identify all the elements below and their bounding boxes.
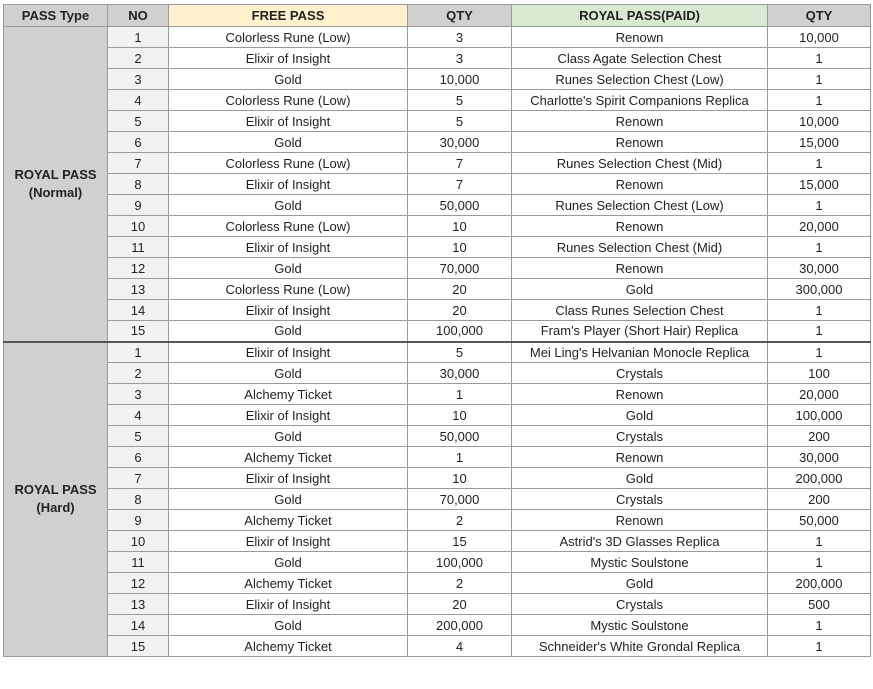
paid-qty: 1 <box>768 321 871 342</box>
free-qty: 10 <box>408 237 512 258</box>
free-reward: Gold <box>169 321 408 342</box>
paid-reward: Renown <box>512 258 768 279</box>
paid-reward: Runes Selection Chest (Low) <box>512 195 768 216</box>
paid-qty: 200 <box>768 489 871 510</box>
free-qty: 10 <box>408 468 512 489</box>
free-reward: Gold <box>169 426 408 447</box>
table-row <box>4 615 871 636</box>
table-row <box>4 300 871 321</box>
free-reward: Elixir of Insight <box>169 531 408 552</box>
paid-qty: 1 <box>768 195 871 216</box>
table-row <box>4 405 871 426</box>
paid-reward: Crystals <box>512 594 768 615</box>
free-qty: 1 <box>408 447 512 468</box>
row-number: 8 <box>108 489 169 510</box>
paid-reward: Charlotte's Spirit Companions Replica <box>512 90 768 111</box>
table-body <box>4 27 871 657</box>
free-reward: Alchemy Ticket <box>169 573 408 594</box>
free-reward: Alchemy Ticket <box>169 384 408 405</box>
row-number: 5 <box>108 111 169 132</box>
free-qty: 50,000 <box>408 426 512 447</box>
paid-qty: 1 <box>768 552 871 573</box>
table-row <box>4 594 871 615</box>
paid-qty: 15,000 <box>768 174 871 195</box>
row-number: 1 <box>108 27 169 48</box>
free-reward: Elixir of Insight <box>169 48 408 69</box>
table-row <box>4 636 871 657</box>
free-qty: 4 <box>408 636 512 657</box>
table-row <box>4 279 871 300</box>
table-row <box>4 531 871 552</box>
paid-qty: 1 <box>768 48 871 69</box>
paid-reward: Renown <box>512 384 768 405</box>
free-reward: Gold <box>169 132 408 153</box>
table-row <box>4 153 871 174</box>
row-number: 4 <box>108 90 169 111</box>
paid-qty: 1 <box>768 615 871 636</box>
free-reward: Elixir of Insight <box>169 300 408 321</box>
header-no: NO <box>108 5 169 27</box>
free-reward: Gold <box>169 615 408 636</box>
pass-type-name: ROYAL PASS <box>14 482 97 498</box>
free-qty: 7 <box>408 174 512 195</box>
header-free-qty: QTY <box>408 5 512 27</box>
free-reward: Alchemy Ticket <box>169 510 408 531</box>
paid-qty: 20,000 <box>768 216 871 237</box>
table-row <box>4 510 871 531</box>
free-reward: Colorless Rune (Low) <box>169 27 408 48</box>
paid-qty: 15,000 <box>768 132 871 153</box>
paid-qty: 1 <box>768 342 871 363</box>
paid-qty: 1 <box>768 153 871 174</box>
pass-type-difficulty: (Normal) <box>28 184 83 200</box>
paid-reward: Mystic Soulstone <box>512 552 768 573</box>
paid-reward: Schneider's White Grondal Replica <box>512 636 768 657</box>
row-number: 11 <box>108 237 169 258</box>
paid-reward: Class Agate Selection Chest <box>512 48 768 69</box>
paid-qty: 100 <box>768 363 871 384</box>
paid-qty: 100,000 <box>768 405 871 426</box>
paid-qty: 200,000 <box>768 573 871 594</box>
free-reward: Colorless Rune (Low) <box>169 153 408 174</box>
free-qty: 50,000 <box>408 195 512 216</box>
paid-qty: 1 <box>768 300 871 321</box>
pass-type-label <box>4 27 108 342</box>
free-qty: 10 <box>408 216 512 237</box>
row-number: 13 <box>108 279 169 300</box>
paid-reward: Gold <box>512 573 768 594</box>
free-qty: 15 <box>408 531 512 552</box>
paid-qty: 50,000 <box>768 510 871 531</box>
free-reward: Colorless Rune (Low) <box>169 279 408 300</box>
row-number: 6 <box>108 447 169 468</box>
paid-qty: 1 <box>768 90 871 111</box>
paid-reward: Mei Ling's Helvanian Monocle Replica <box>512 342 768 363</box>
free-qty: 200,000 <box>408 615 512 636</box>
free-reward: Gold <box>169 489 408 510</box>
paid-qty: 300,000 <box>768 279 871 300</box>
rewards-table <box>3 4 871 657</box>
paid-qty: 1 <box>768 636 871 657</box>
paid-reward: Gold <box>512 279 768 300</box>
free-qty: 10 <box>408 405 512 426</box>
free-qty: 5 <box>408 90 512 111</box>
row-number: 3 <box>108 384 169 405</box>
paid-qty: 1 <box>768 69 871 90</box>
free-qty: 5 <box>408 342 512 363</box>
table-row <box>4 195 871 216</box>
paid-qty: 200 <box>768 426 871 447</box>
paid-reward: Runes Selection Chest (Mid) <box>512 237 768 258</box>
paid-qty: 1 <box>768 237 871 258</box>
free-qty: 100,000 <box>408 552 512 573</box>
header-paid-qty: QTY <box>768 5 871 27</box>
paid-qty: 1 <box>768 531 871 552</box>
table-row <box>4 174 871 195</box>
row-number: 11 <box>108 552 169 573</box>
paid-qty: 500 <box>768 594 871 615</box>
paid-reward: Renown <box>512 216 768 237</box>
paid-reward: Crystals <box>512 363 768 384</box>
paid-qty: 30,000 <box>768 258 871 279</box>
paid-reward: Crystals <box>512 426 768 447</box>
pass-type-label <box>4 342 108 657</box>
free-reward: Elixir of Insight <box>169 342 408 363</box>
table-row <box>4 132 871 153</box>
paid-reward: Gold <box>512 405 768 426</box>
paid-reward: Renown <box>512 510 768 531</box>
paid-reward: Runes Selection Chest (Mid) <box>512 153 768 174</box>
paid-qty: 10,000 <box>768 27 871 48</box>
row-number: 4 <box>108 405 169 426</box>
free-qty: 20 <box>408 594 512 615</box>
row-number: 12 <box>108 573 169 594</box>
table-row <box>4 468 871 489</box>
paid-reward: Renown <box>512 132 768 153</box>
free-reward: Elixir of Insight <box>169 468 408 489</box>
row-number: 5 <box>108 426 169 447</box>
row-number: 7 <box>108 468 169 489</box>
table-row <box>4 90 871 111</box>
free-qty: 100,000 <box>408 321 512 342</box>
paid-reward: Astrid's 3D Glasses Replica <box>512 531 768 552</box>
table-row <box>4 552 871 573</box>
paid-qty: 10,000 <box>768 111 871 132</box>
header-royal-pass: ROYAL PASS(PAID) <box>512 5 768 27</box>
free-reward: Elixir of Insight <box>169 594 408 615</box>
paid-reward: Fram's Player (Short Hair) Replica <box>512 321 768 342</box>
row-number: 15 <box>108 636 169 657</box>
paid-reward: Gold <box>512 468 768 489</box>
free-reward: Elixir of Insight <box>169 237 408 258</box>
free-reward: Gold <box>169 258 408 279</box>
free-qty: 70,000 <box>408 258 512 279</box>
free-qty: 10,000 <box>408 69 512 90</box>
table-row <box>4 426 871 447</box>
free-reward: Gold <box>169 552 408 573</box>
row-number: 10 <box>108 531 169 552</box>
free-qty: 30,000 <box>408 132 512 153</box>
free-reward: Colorless Rune (Low) <box>169 90 408 111</box>
free-qty: 3 <box>408 48 512 69</box>
paid-reward: Mystic Soulstone <box>512 615 768 636</box>
header-row <box>4 5 871 27</box>
free-reward: Elixir of Insight <box>169 174 408 195</box>
paid-reward: Runes Selection Chest (Low) <box>512 69 768 90</box>
table-row <box>4 111 871 132</box>
free-reward: Elixir of Insight <box>169 111 408 132</box>
row-number: 14 <box>108 615 169 636</box>
free-reward: Gold <box>169 195 408 216</box>
paid-qty: 200,000 <box>768 468 871 489</box>
table-row <box>4 363 871 384</box>
row-number: 14 <box>108 300 169 321</box>
free-reward: Gold <box>169 69 408 90</box>
paid-reward: Class Runes Selection Chest <box>512 300 768 321</box>
table-row <box>4 48 871 69</box>
row-number: 7 <box>108 153 169 174</box>
paid-qty: 20,000 <box>768 384 871 405</box>
row-number: 9 <box>108 195 169 216</box>
free-reward: Elixir of Insight <box>169 405 408 426</box>
row-number: 9 <box>108 510 169 531</box>
free-reward: Alchemy Ticket <box>169 636 408 657</box>
free-reward: Gold <box>169 363 408 384</box>
paid-qty: 30,000 <box>768 447 871 468</box>
row-number: 2 <box>108 48 169 69</box>
row-number: 12 <box>108 258 169 279</box>
table-row <box>4 384 871 405</box>
free-qty: 2 <box>408 510 512 531</box>
free-qty: 20 <box>408 279 512 300</box>
paid-reward: Renown <box>512 174 768 195</box>
header-free-pass: FREE PASS <box>169 5 408 27</box>
table-row <box>4 27 871 48</box>
table-row <box>4 237 871 258</box>
free-qty: 70,000 <box>408 489 512 510</box>
header-pass-type: PASS Type <box>4 5 108 27</box>
row-number: 15 <box>108 321 169 342</box>
row-number: 1 <box>108 342 169 363</box>
free-qty: 20 <box>408 300 512 321</box>
table-row <box>4 258 871 279</box>
row-number: 8 <box>108 174 169 195</box>
free-qty: 1 <box>408 384 512 405</box>
paid-reward: Crystals <box>512 489 768 510</box>
pass-type-name: ROYAL PASS <box>14 166 97 182</box>
row-number: 6 <box>108 132 169 153</box>
table-row <box>4 489 871 510</box>
row-number: 10 <box>108 216 169 237</box>
row-number: 3 <box>108 69 169 90</box>
table-row <box>4 321 871 342</box>
free-qty: 5 <box>408 111 512 132</box>
free-reward: Alchemy Ticket <box>169 447 408 468</box>
free-qty: 7 <box>408 153 512 174</box>
free-qty: 30,000 <box>408 363 512 384</box>
table-row <box>4 447 871 468</box>
free-qty: 3 <box>408 27 512 48</box>
table-row <box>4 69 871 90</box>
table-row <box>4 342 871 363</box>
row-number: 2 <box>108 363 169 384</box>
paid-reward: Renown <box>512 447 768 468</box>
table-row <box>4 573 871 594</box>
row-number: 13 <box>108 594 169 615</box>
free-qty: 2 <box>408 573 512 594</box>
paid-reward: Renown <box>512 111 768 132</box>
paid-reward: Renown <box>512 27 768 48</box>
table-row <box>4 216 871 237</box>
free-reward: Colorless Rune (Low) <box>169 216 408 237</box>
pass-type-difficulty: (Hard) <box>36 500 75 516</box>
